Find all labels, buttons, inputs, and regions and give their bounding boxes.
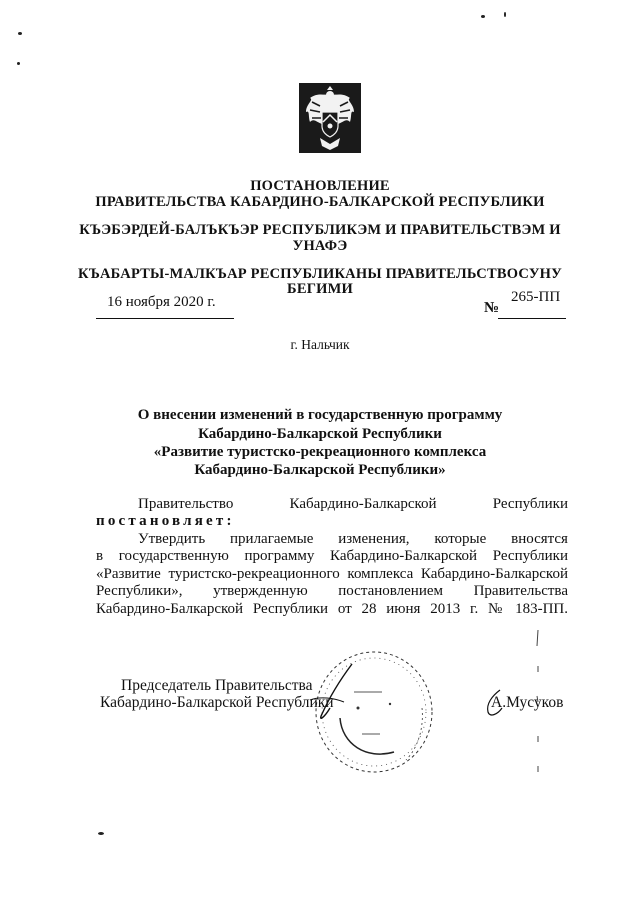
number-sign: № (484, 300, 500, 316)
government-name-kabardian-line1: КЪЭБЭРДЕЙ-БАЛЪКЪЭР РЕСПУБЛИКЭМ И ПРАВИТЕЛЬСТВЭМ И (79, 222, 561, 238)
signatory-position-line1: Председатель Правительства (121, 677, 313, 694)
body-word: изменения, (338, 531, 410, 547)
signatory-name: А.Мусуков (491, 694, 564, 711)
decree-word: постановляет: (96, 513, 235, 529)
name-signature-flourish (480, 688, 520, 720)
government-name-russian: ПРАВИТЕЛЬСТВА КАБАРДИНО-БАЛКАРСКОЙ РЕСПУБЛИКИ (95, 194, 545, 210)
body-word: Правительства (473, 583, 568, 599)
scan-speck (504, 12, 506, 17)
body-word: Республики», (96, 583, 183, 599)
government-name-kabardian-line2: УНАФЭ (292, 238, 348, 254)
body-line-6: Кабардино-Балкарской Республики от 28 июня 2013 г. № 183-ПП. (96, 601, 568, 617)
body-word: Республики (492, 496, 568, 512)
document-date: 16 ноября 2020 г. (107, 294, 216, 310)
body-line-3: в государственную программу Кабардино-Балкарской Республики (96, 548, 568, 564)
date-underline (96, 318, 234, 319)
subject-line-4: Кабардино-Балкарской Республики» (194, 462, 446, 478)
scan-speck (98, 832, 104, 835)
scan-speck (481, 15, 485, 18)
body-word: постановлением (338, 583, 443, 599)
government-name-balkar-line2: БЕГИМИ (287, 281, 353, 297)
body-line-5 (96, 583, 568, 600)
subject-line-2: Кабардино-Балкарской Республики (198, 426, 442, 442)
body-word: Утвердить (138, 531, 206, 547)
subject-line-3: «Развитие туристско-рекреационного комплекса (153, 444, 487, 460)
handwritten-signature (300, 660, 360, 730)
body-line-1 (138, 496, 568, 513)
government-name-balkar-line1: КЪАБАРТЫ-МАЛКЪАР РЕСПУБЛИКАНЫ ПРАВИТЕЛЬСТВОСУНУ (78, 266, 562, 282)
body-line-2 (138, 531, 568, 548)
body-word: которые (434, 531, 487, 547)
number-underline (498, 318, 566, 319)
body-line-4: «Развитие туристско-рекреационного комплекса Кабардино-Балкарской (96, 566, 568, 582)
coat-of-arms-emblem (298, 82, 362, 154)
scan-speck (18, 32, 22, 35)
margin-mark (532, 626, 544, 776)
document-title: ПОСТАНОВЛЕНИЕ (250, 178, 390, 194)
body-word: Правительство (138, 496, 234, 512)
document-number: 265-ПП (511, 289, 561, 305)
city: г. Нальчик (290, 337, 350, 352)
scan-speck (17, 62, 20, 65)
body-word: прилагаемые (230, 531, 314, 547)
subject-line-1: О внесении изменений в государственную программу (137, 407, 503, 423)
body-word: утвержденную (213, 583, 308, 599)
signatory-position-line2: Кабардино-Балкарской Республики (100, 694, 334, 711)
body-word: вносятся (511, 531, 568, 547)
body-word: Кабардино-Балкарской (289, 496, 437, 512)
